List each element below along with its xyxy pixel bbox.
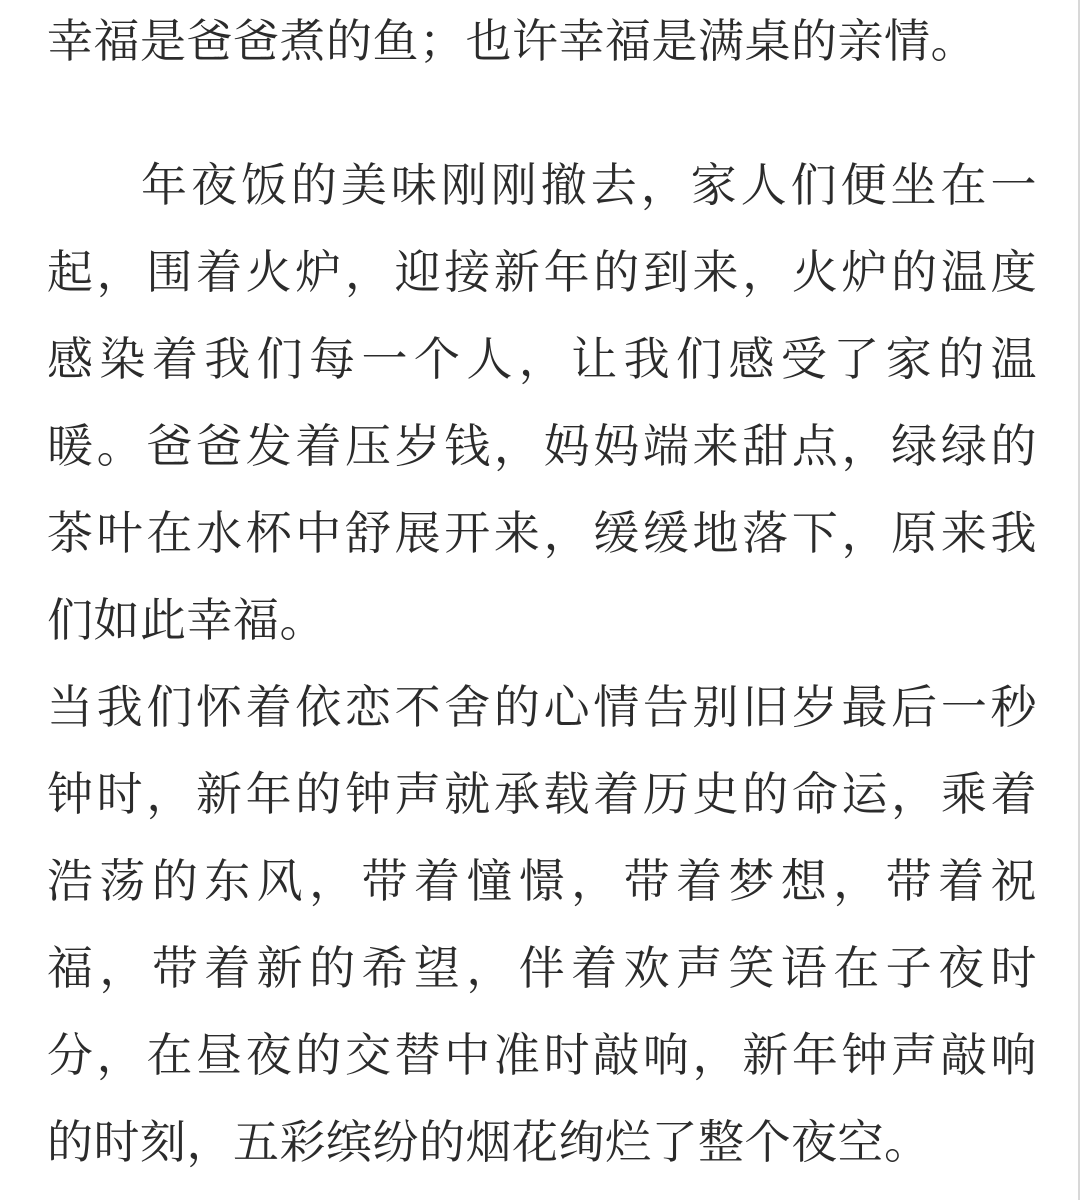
text-line: 起，围着火炉，迎接新年的到来，火炉的温度	[47, 245, 1037, 299]
text-line: 们如此幸福。	[47, 593, 326, 647]
text-line: 分，在昼夜的交替中准时敲响，新年钟声敲响	[47, 1028, 1037, 1082]
text-line: 暖。爸爸发着压岁钱，妈妈端来甜点，绿绿的	[47, 419, 1037, 473]
text-line: 幸福是爸爸煮的鱼；也许幸福是满桌的亲情。	[47, 14, 977, 68]
text-line: 年夜饭的美味刚刚撤去，家人们便坐在一	[141, 158, 1037, 212]
text-line: 当我们怀着依恋不舍的心情告别旧岁最后一秒	[47, 680, 1037, 734]
text-line: 福，带着新的希望，伴着欢声笑语在子夜时	[47, 941, 1037, 995]
text-line: 茶叶在水杯中舒展开来，缓缓地落下，原来我	[47, 506, 1037, 560]
text-line: 的时刻，五彩缤纷的烟花绚烂了整个夜空。	[47, 1115, 931, 1169]
text-line: 钟时，新年的钟声就承载着历史的命运，乘着	[47, 767, 1037, 821]
text-line: 感染着我们每一个人，让我们感受了家的温	[47, 332, 1037, 386]
text-line: 浩荡的东风，带着憧憬，带着梦想，带着祝	[47, 854, 1037, 908]
